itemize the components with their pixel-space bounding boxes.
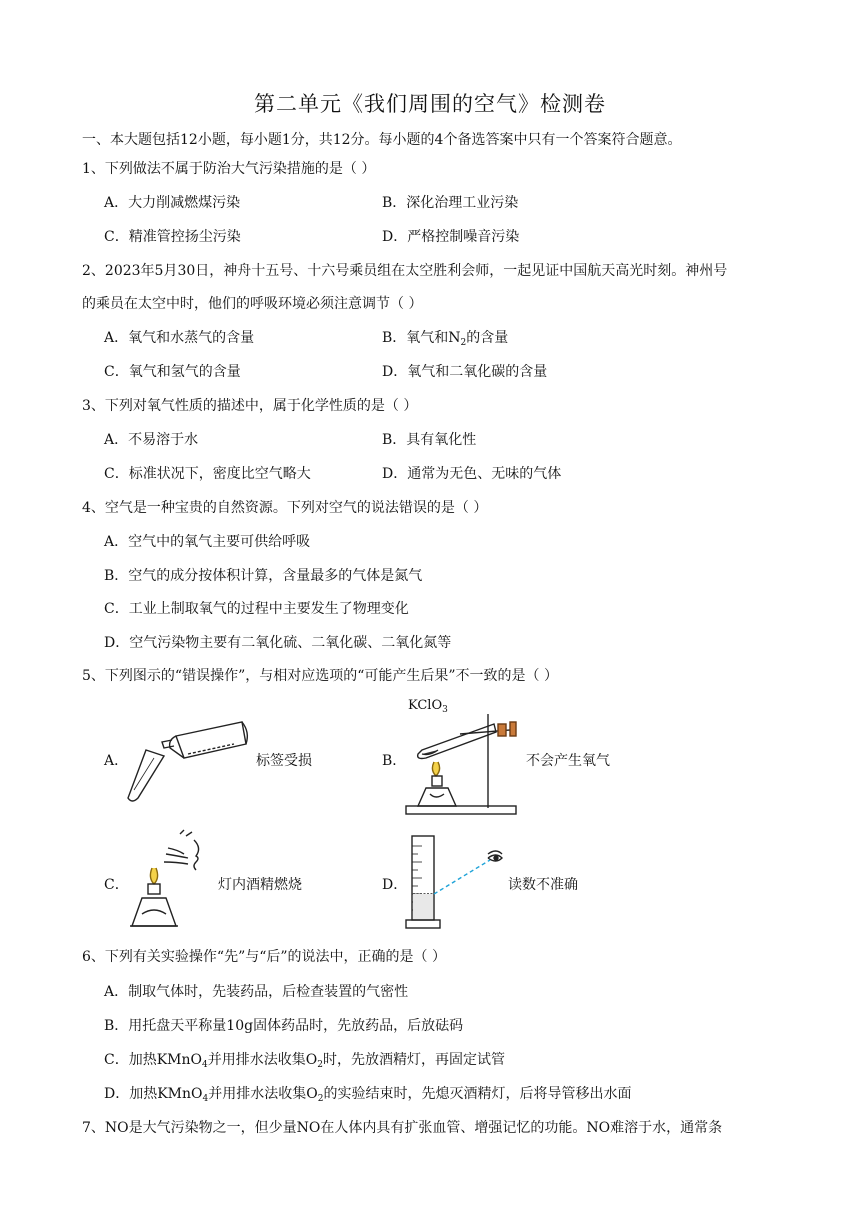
- question-3-option-d: D．通常为无色、无味的气体: [382, 466, 562, 482]
- section-intro: 一、本大题包括12小题，每小题1分，共12分。每小题的4个备选答案中只有一个答案符合题意。: [82, 132, 682, 148]
- question-5-option-b-text: 不会产生氧气: [526, 753, 610, 769]
- question-4-option-c: C．工业上制取氧气的过程中主要发生了物理变化: [104, 601, 409, 617]
- question-2-option-a: A．氧气和水蒸气的含量: [104, 330, 255, 346]
- question-2-stem-line1: 2、2023年5月30日，神舟十五号、十六号乘员组在太空胜利会师，一起见证中国航天高光时刻。神州号: [82, 263, 728, 279]
- question-1-option-d: D．严格控制噪音污染: [382, 229, 520, 245]
- blowing-out-lamp-figure: [122, 826, 217, 932]
- question-3-option-a: A．不易溶于水: [104, 432, 199, 448]
- question-3-option-c: C．标准状况下，密度比空气略大: [104, 466, 311, 482]
- question-7-stem: 7、NO是大气污染物之一，但少量NO在人体内具有扩张血管、增强记忆的功能。NO难溶于水，通常条: [82, 1120, 723, 1136]
- question-3-stem: 3、下列对氧气性质的描述中，属于化学性质的是（ ）: [82, 398, 418, 414]
- question-2-option-d: D．氧气和二氧化碳的含量: [382, 364, 548, 380]
- question-6-option-a: A．制取气体时，先装药品，后检查装置的气密性: [104, 984, 409, 1000]
- question-6-stem: 6、下列有关实验操作“先”与“后”的说法中，正确的是（ ）: [82, 949, 446, 965]
- question-6-option-c: C．加热KMnO$_4$并用排水法收集$O_2$时，先放酒精灯，再固定试管: [104, 1052, 505, 1070]
- question-5-option-c-letter: C．: [104, 877, 129, 893]
- question-1-stem: 1、下列做法不属于防治大气污染措施的是（ ）: [82, 161, 376, 177]
- question-4-option-b: B．空气的成分按体积计算，含量最多的气体是氮气: [104, 568, 423, 584]
- question-3-option-b: B．具有氧化性: [382, 432, 477, 448]
- question-2-option-c: C．氧气和氢气的含量: [104, 364, 241, 380]
- heating-kclo3-figure: [400, 710, 525, 820]
- question-1-option-a: A．大力削减燃煤污染: [104, 195, 241, 211]
- question-4-option-a: A．空气中的氧气主要可供给呼吸: [104, 534, 311, 550]
- question-1-option-b: B．深化治理工业污染: [382, 195, 519, 211]
- question-5-option-c-text: 灯内酒精燃烧: [218, 877, 302, 893]
- reading-cylinder-figure: [404, 832, 508, 932]
- question-5-option-a-letter: A．: [104, 753, 129, 769]
- question-5-option-a-text: 标签受损: [256, 753, 312, 769]
- page-title: 第二单元《我们周围的空气》检测卷: [254, 92, 606, 116]
- question-5-stem: 5、下列图示的“错误操作”，与相对应选项的“可能产生后果”不一致的是（ ）: [82, 668, 558, 684]
- question-5-option-d-text: 读数不准确: [508, 877, 578, 893]
- question-5-option-b-letter: B．: [382, 753, 407, 769]
- question-2-option-b: B．氧气和$N_2$的含量: [382, 330, 509, 348]
- question-5-option-d-letter: D．: [382, 877, 408, 893]
- question-1-option-c: C．精准管控扬尘污染: [104, 229, 241, 245]
- question-6-option-b: B．用托盘天平称量10g固体药品时，先放药品，后放砝码: [104, 1018, 464, 1034]
- pouring-liquid-figure: [124, 710, 254, 806]
- question-4-option-d: D．空气污染物主要有二氧化硫、二氧化碳、二氧化氮等: [104, 635, 452, 651]
- question-6-option-d: D．加热KMnO$_4$并用排水法收集$O_2$的实验结束时，先熄灭酒精灯，后将导管移出水面: [104, 1086, 632, 1104]
- question-4-stem: 4、空气是一种宝贵的自然资源。下列对空气的说法错误的是（ ）: [82, 500, 488, 516]
- question-2-stem-line2: 的乘员在太空中时，他们的呼吸环境必须注意调节（ ）: [82, 296, 423, 312]
- kclo3-label: KClO$_3$: [408, 698, 448, 715]
